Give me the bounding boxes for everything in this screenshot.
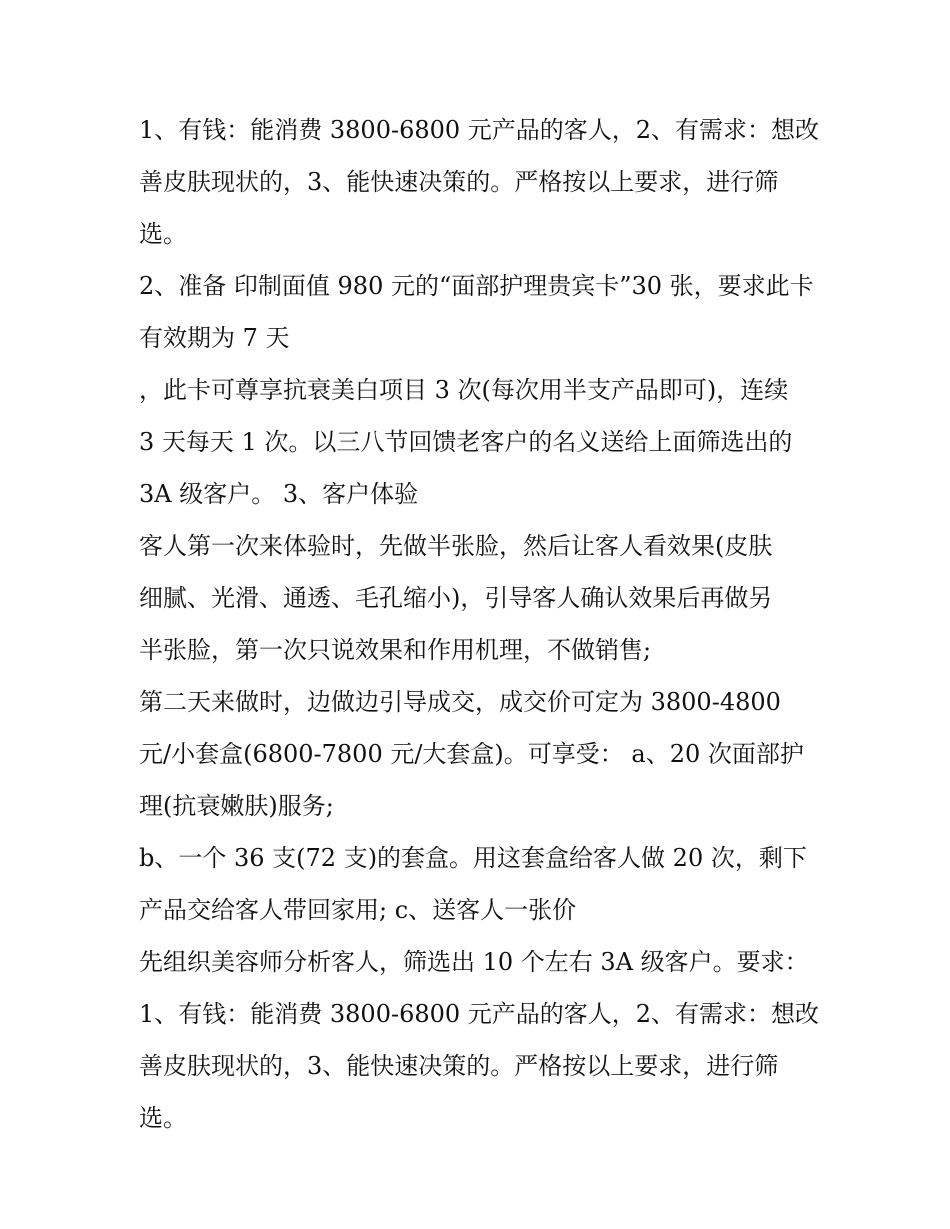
text-line: 客人第一次来体验时，先做半张脸，然后让客人看效果(皮肤 (139, 532, 773, 560)
text-line: 选。 (139, 220, 187, 248)
text-line: 选。 (139, 1104, 187, 1132)
text-line: 第二天来做时，边做边引导成交，成交价可定为 3800-4800 (139, 688, 781, 716)
text-line: b、一个 36 支(72 支)的套盒。用这套盒给客人做 20 次，剩下 (139, 844, 807, 872)
text-line: 1、有钱：能消费 3800-6800 元产品的客人，2、有需求：想改 (139, 116, 820, 144)
text-line: 理(抗衰嫩肤)服务; (139, 792, 334, 820)
text-line: 善皮肤现状的，3、能快速决策的。严格按以上要求，进行筛 (139, 168, 779, 196)
text-line: 2、准备 印制面值 980 元的“面部护理贵宾卡”30 张，要求此卡 (139, 272, 814, 300)
text-line: 先组织美容师分析客人，筛选出 10 个左右 3A 级客户。要求： (139, 948, 809, 976)
text-line: 细腻、光滑、通透、毛孔缩小)，引导客人确认效果后再做另 (139, 584, 773, 612)
text-line: ，此卡可尊享抗衰美白项目 3 次(每次用半支产品即可)，连续 (139, 376, 789, 404)
text-line: 1、有钱：能消费 3800-6800 元产品的客人，2、有需求：想改 (139, 1000, 820, 1028)
text-line: 善皮肤现状的，3、能快速决策的。严格按以上要求，进行筛 (139, 1052, 779, 1080)
text-line: 元/小套盒(6800-7800 元/大套盒)。可享受： a、20 次面部护 (139, 740, 804, 768)
text-line: 有效期为 7 天 (139, 324, 290, 352)
text-line: 3A 级客户。 3、客户体验 (139, 480, 419, 508)
text-line: 3 天每天 1 次。以三八节回馈老客户的名义送给上面筛选出的 (139, 428, 793, 456)
text-line: 半张脸，第一次只说效果和作用机理，不做销售; (139, 636, 652, 664)
document-body (139, 104, 820, 1144)
text-line: 产品交给客人带回家用; c、送客人一张价 (139, 896, 577, 924)
